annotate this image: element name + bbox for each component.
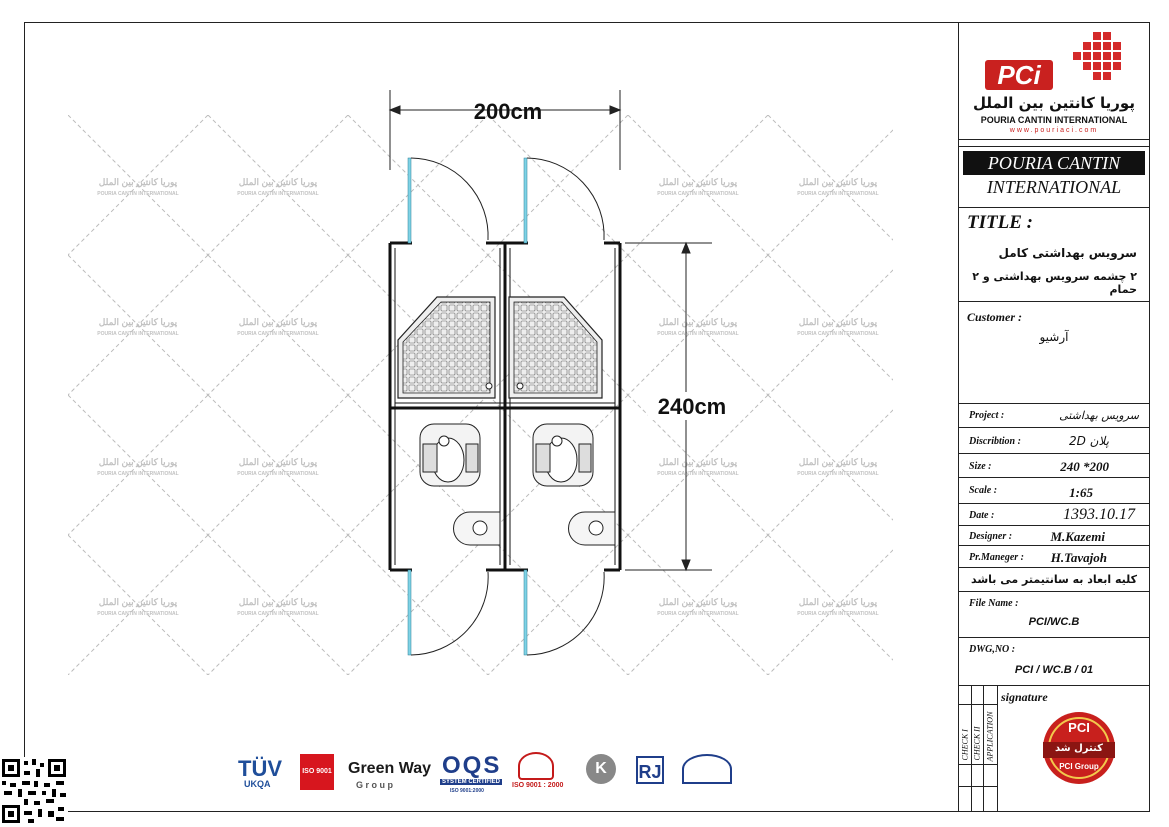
customer-row: [959, 302, 1149, 404]
description-value: پلان 2D: [1068, 434, 1109, 448]
filename-label: File Name :: [969, 598, 1019, 609]
watermark-fa: پوریا کانتین بین الملل: [98, 177, 178, 187]
date-label: Date :: [969, 510, 995, 521]
watermark-fa: پوریا کانتین بین الملل: [238, 177, 318, 187]
oqs-iso: ISO 9001:2000: [450, 788, 484, 794]
watermark-fa: پوریا کانتین بین الملل: [658, 457, 738, 467]
watermark-en: POURIA CANTIN INTERNATIONAL: [797, 471, 879, 477]
floor-plan: [24, 22, 958, 812]
signature-label: signature: [1001, 690, 1048, 704]
k-logo: K: [586, 754, 616, 784]
watermark-fa: پوریا کانتین بین الملل: [798, 597, 878, 607]
project-label: Project :: [969, 410, 1005, 421]
greenway-sub: G r o u p: [356, 780, 393, 790]
logo-name-en: POURIA CANTIN INTERNATIONAL: [980, 115, 1128, 125]
watermark-en: POURIA CANTIN INTERNATIONAL: [237, 331, 319, 337]
manager-value: H.Tavajoh: [1050, 550, 1107, 565]
oqs-sub: SYSTEM CERTIFIED: [442, 779, 501, 785]
customer-label: Customer :: [967, 310, 1023, 324]
rj-logo: RJ: [636, 756, 664, 784]
greenway-logo: Green Way: [348, 760, 431, 777]
title-label: TITLE :: [967, 212, 1033, 233]
iso-2000-label: ISO 9001 : 2000: [512, 782, 564, 789]
watermark-en: POURIA CANTIN INTERNATIONAL: [237, 191, 319, 197]
check-area: [959, 686, 1149, 812]
watermark-en: POURIA CANTIN INTERNATIONAL: [797, 191, 879, 197]
watermark-fa: پوریا کانتین بین الملل: [798, 177, 878, 187]
filename-value: PCI/WC.B: [1028, 616, 1080, 628]
wash-basin-right: [569, 512, 615, 545]
designer-row: [959, 526, 1149, 546]
watermark-en: POURIA CANTIN INTERNATIONAL: [97, 471, 179, 477]
squat-toilet-right: [533, 424, 593, 486]
date-value: 1393.10.17: [1063, 506, 1135, 523]
wash-basin-left: [454, 512, 500, 545]
manager-label: Pr.Maneger :: [969, 552, 1024, 563]
watermark-fa: پوریا کانتین بین الملل: [798, 457, 878, 467]
manager-row: [959, 546, 1149, 568]
watermark-en: POURIA CANTIN INTERNATIONAL: [97, 191, 179, 197]
scale-value: 1:65: [1069, 485, 1093, 500]
height-label: 240cm: [657, 394, 727, 419]
application-label: APPLICATION: [985, 711, 995, 762]
date-row: [959, 504, 1149, 526]
logo-url: www.pouriaci.com: [1009, 127, 1099, 134]
logo-name-fa: پوریا کانتین بین الملل: [973, 94, 1135, 112]
watermark-en: POURIA CANTIN INTERNATIONAL: [97, 331, 179, 337]
check2-label: CHECK II: [972, 726, 982, 761]
watermark-en: POURIA CANTIN INTERNATIONAL: [797, 611, 879, 617]
designer-label: Designer :: [969, 531, 1013, 542]
watermark-fa: پوریا کانتین بین الملل: [98, 457, 178, 467]
company-row: [959, 146, 1149, 208]
watermark-en: POURIA CANTIN INTERNATIONAL: [237, 611, 319, 617]
watermark-en: POURIA CANTIN INTERNATIONAL: [657, 331, 739, 337]
size-value: 240 *200: [1060, 459, 1109, 474]
logo-row: [959, 22, 1149, 140]
watermark-en: POURIA CANTIN INTERNATIONAL: [657, 611, 739, 617]
title-line2: ۲ چشمه سرویس بهداشتی و ۲ حمام: [972, 270, 1137, 296]
association-logo: [682, 754, 732, 784]
size-row: [959, 454, 1149, 478]
watermark-fa: پوریا کانتین بین الملل: [98, 597, 178, 607]
watermark-en: POURIA CANTIN INTERNATIONAL: [97, 611, 179, 617]
iso-badge: ISO 9001: [300, 754, 334, 790]
logo-grid-icon: [1063, 32, 1129, 90]
width-label: 200cm: [473, 99, 543, 124]
scale-row: [959, 478, 1149, 504]
watermark-fa: پوریا کانتین بین الملل: [238, 457, 318, 467]
dimensions-note: کلیه ابعاد به سانتیمتر می باشد: [970, 573, 1138, 586]
customer-value: آرشیو: [1039, 330, 1069, 344]
iso-2000-logo-mark: [518, 752, 554, 780]
check-hline2: [959, 764, 997, 765]
watermark-fa: پوریا کانتین بین الملل: [658, 597, 738, 607]
dwg-row: [959, 638, 1149, 686]
squat-toilet-left: [420, 424, 480, 486]
certification-logos: [230, 748, 750, 798]
description-row: [959, 428, 1149, 454]
logo-mark: PCi: [985, 60, 1053, 90]
stamp-top: PCI: [1068, 720, 1090, 735]
project-value: سرویس بهداشتی: [1059, 409, 1139, 422]
watermark-fa: پوریا کانتین بین الملل: [238, 597, 318, 607]
company-line2: INTERNATIONAL: [986, 177, 1122, 197]
filename-row: [959, 592, 1149, 638]
watermark-en: POURIA CANTIN INTERNATIONAL: [657, 471, 739, 477]
stamp-mid: کنترل شد: [1055, 743, 1103, 754]
qr-code: [0, 757, 68, 825]
project-row: [959, 404, 1149, 428]
note-row: [959, 568, 1149, 592]
check-hline3: [959, 786, 997, 787]
dwg-value: PCI / WC.B / 01: [1014, 664, 1094, 676]
watermark-fa: پوریا کانتین بین الملل: [798, 317, 878, 327]
watermark-fa: پوریا کانتین بین الملل: [658, 177, 738, 187]
tuv-sub: UKQA: [244, 779, 271, 789]
watermark-en: POURIA CANTIN INTERNATIONAL: [797, 331, 879, 337]
company-line1: POURIA CANTIN: [963, 151, 1145, 175]
oqs-logo: OQS: [442, 752, 502, 779]
watermark-fa: پوریا کانتین بین الملل: [238, 317, 318, 327]
size-label: Size :: [969, 461, 992, 472]
title-line1: سرویس بهداشتی کامل: [998, 246, 1137, 260]
watermark-en: POURIA CANTIN INTERNATIONAL: [657, 191, 739, 197]
scale-label: Scale :: [969, 485, 998, 496]
check1-label: CHECK I: [960, 729, 970, 761]
dwg-label: DWG,NO :: [969, 644, 1016, 655]
watermark-en: POURIA CANTIN INTERNATIONAL: [237, 471, 319, 477]
watermark-fa: پوریا کانتین بین الملل: [98, 317, 178, 327]
title-row: [959, 208, 1149, 302]
description-label: Discribtion :: [969, 436, 1021, 447]
stamp-bot: PCI Group: [1059, 762, 1099, 771]
watermark-fa: پوریا کانتین بین الملل: [658, 317, 738, 327]
designer-value: M.Kazemi: [1050, 529, 1105, 544]
title-block: [958, 22, 1150, 812]
tuv-logo: TÜV: [238, 756, 282, 781]
